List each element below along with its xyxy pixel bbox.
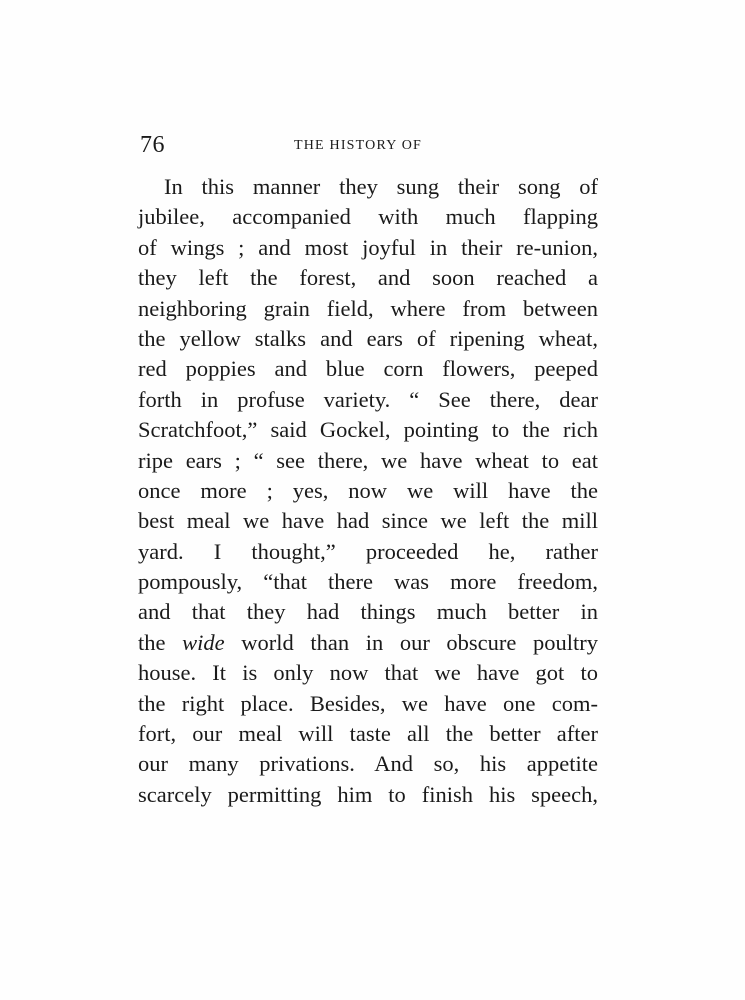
text-line: the right place. Besides, we have one com- [138, 690, 598, 716]
text-line-with-italic [138, 628, 598, 658]
page-number: 76 [140, 132, 165, 158]
text-line: once more ; yes, now we will have the [138, 477, 598, 503]
text-line: house. It is only now that we have got to [138, 660, 598, 686]
text-line: Scratchfoot,” said Gockel, pointing to the rich [138, 417, 598, 443]
text-fragment: world than in our obscure poultry [241, 629, 599, 655]
text-line: neighboring grain field, where from between [138, 295, 598, 321]
text-line: pompously, “that there was more freedom, [138, 569, 598, 595]
text-line: and that they had things much better in [138, 599, 598, 625]
text-line: our many privations. And so, his appetite [138, 751, 598, 777]
text-line: red poppies and blue corn flowers, peeped [138, 356, 598, 382]
text-line: the yellow stalks and ears of ripening wheat, [138, 325, 598, 351]
text-line: In this manner they sung their song of [164, 174, 598, 199]
text-line: scarcely permitting him to finish his speech, [138, 781, 598, 807]
text-line: best meal we have had since we left the mill [138, 508, 598, 534]
text-line: fort, our meal will taste all the better after [138, 721, 598, 747]
text-line: of wings ; and most joyful in their re-union, [138, 234, 598, 260]
text-line: jubilee, accompanied with much flapping [138, 204, 598, 230]
text-line: they left the forest, and soon reached a [138, 265, 598, 291]
text-line: ripe ears ; “ see there, we have wheat to eat [138, 447, 598, 473]
text-line: yard. I thought,” proceeded he, rather [138, 538, 598, 564]
body-paragraph [138, 172, 598, 810]
running-head: THE HISTORY OF [294, 138, 423, 153]
italic-word: wide [182, 629, 225, 655]
text-line: forth in profuse variety. “ See there, dear [138, 386, 598, 412]
text-fragment: the [138, 629, 166, 655]
page-header [138, 132, 610, 162]
